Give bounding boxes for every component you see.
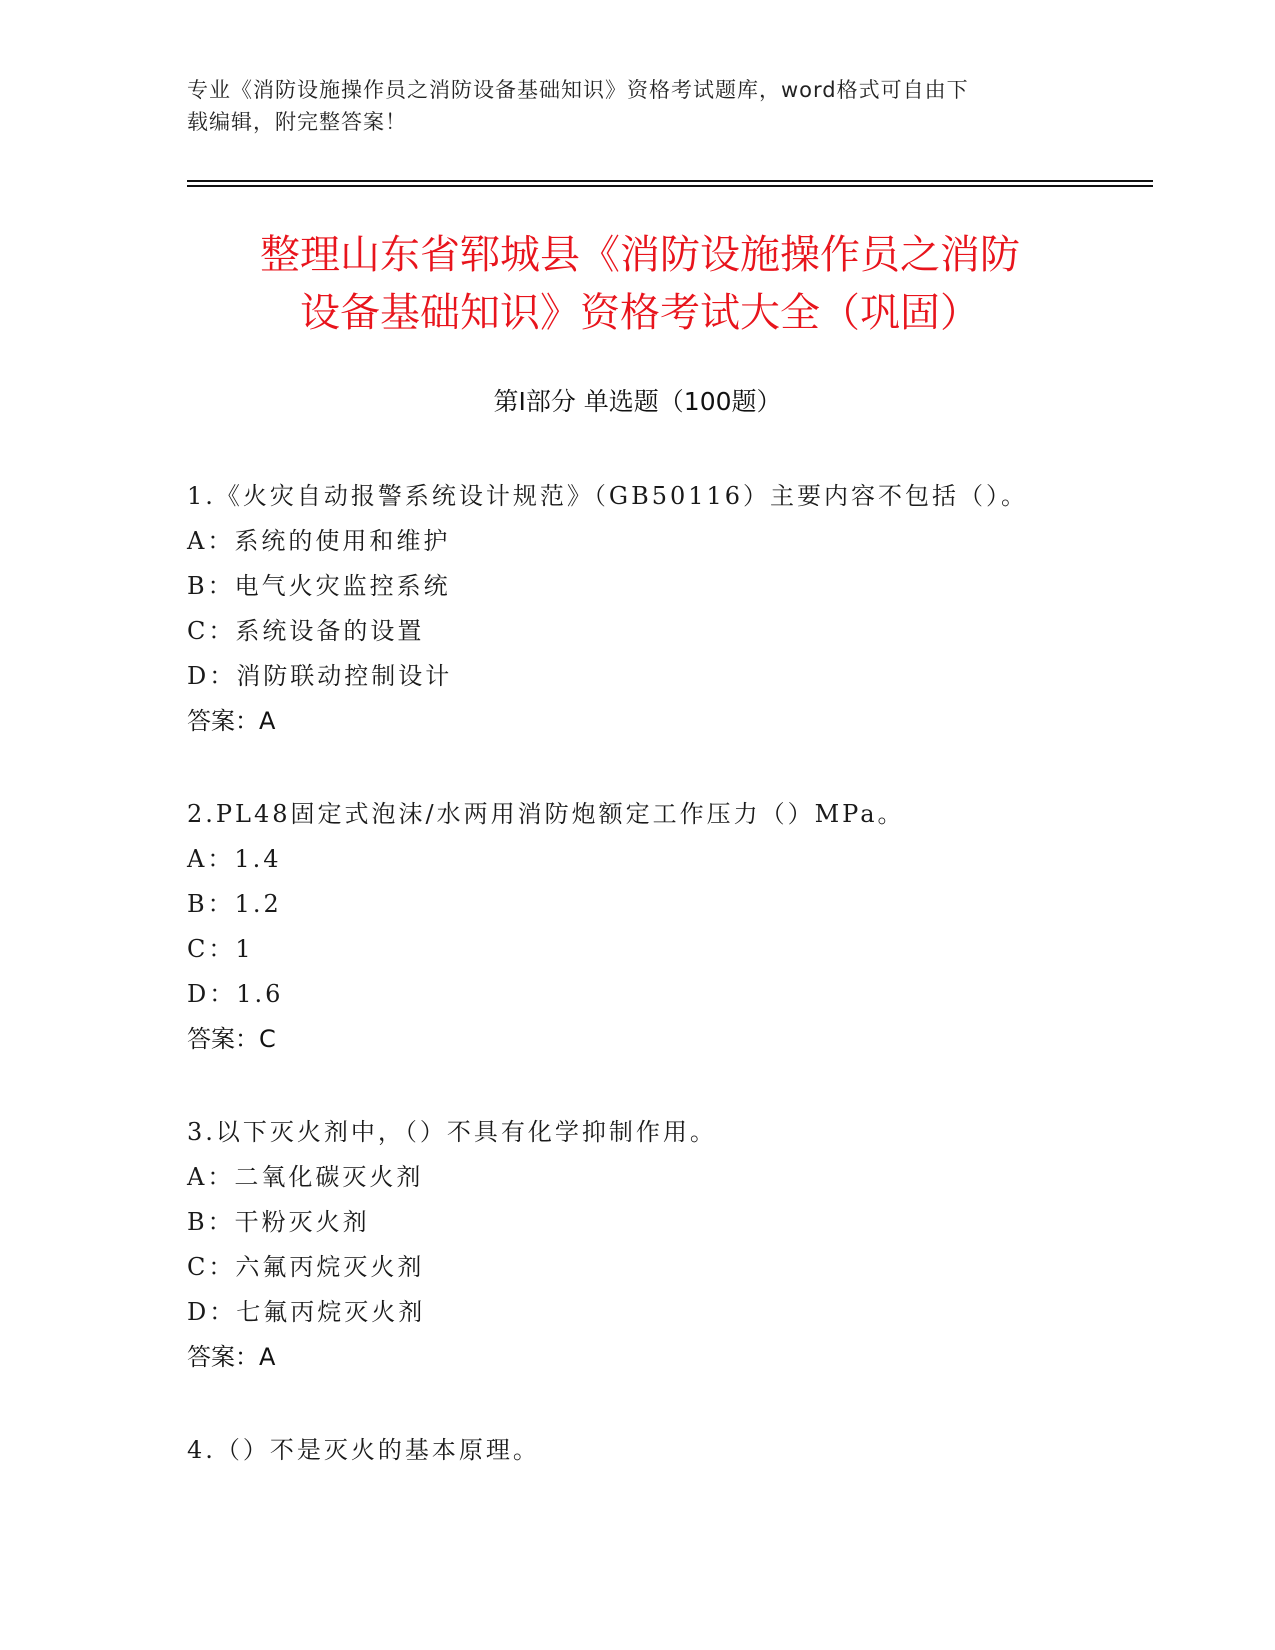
option-b: B：电气火灾监控系统	[187, 572, 451, 600]
document-title-line-1: 整理山东省郓城县《消防设施操作员之消防	[260, 232, 1020, 278]
question-item	[187, 474, 1147, 744]
header-note	[187, 74, 1067, 138]
answer-label: 答案：A	[187, 707, 276, 735]
question-stem: 4.（）不是灭火的基本原理。	[187, 1436, 540, 1464]
option-c: C：系统设备的设置	[187, 617, 425, 645]
option-d: D：消防联动控制设计	[187, 662, 453, 690]
question-item	[187, 792, 1147, 1062]
question-stem: 1.《火灾自动报警系统设计规范》（GB50116）主要内容不包括（）。	[187, 482, 1029, 510]
question-item	[187, 1428, 1147, 1473]
answer-label: 答案：A	[187, 1343, 276, 1371]
option-d: D：1.6	[187, 980, 284, 1008]
option-d: D：七氟丙烷灭火剂	[187, 1298, 426, 1326]
header-note-line-2: 载编辑，附完整答案！	[187, 110, 407, 134]
question-item	[187, 1110, 1147, 1380]
header-divider-bottom	[187, 185, 1153, 187]
document-title-line-2: 设备基础知识》资格考试大全（巩固）	[300, 290, 980, 336]
question-stem: 2.PL48固定式泡沫/水两用消防炮额定工作压力（）MPa。	[187, 800, 905, 828]
option-c: C：六氟丙烷灭火剂	[187, 1253, 425, 1281]
option-a: A：1.4	[187, 845, 282, 873]
section-heading: 第Ⅰ部分 单选题（100题）	[493, 387, 782, 416]
option-c: C：1	[187, 935, 254, 963]
document-title	[190, 226, 1090, 342]
question-stem: 3.以下灭火剂中，（）不具有化学抑制作用。	[187, 1118, 717, 1146]
option-a: A：二氧化碳灭火剂	[187, 1163, 424, 1191]
option-a: A：系统的使用和维护	[187, 527, 451, 555]
answer-label: 答案：C	[187, 1025, 276, 1053]
header-note-line-1: 专业《消防设施操作员之消防设备基础知识》资格考试题库，word格式可自由下	[187, 78, 969, 102]
option-b: B：1.2	[187, 890, 282, 918]
option-b: B：干粉灭火剂	[187, 1208, 370, 1236]
header-divider-top	[187, 180, 1153, 182]
